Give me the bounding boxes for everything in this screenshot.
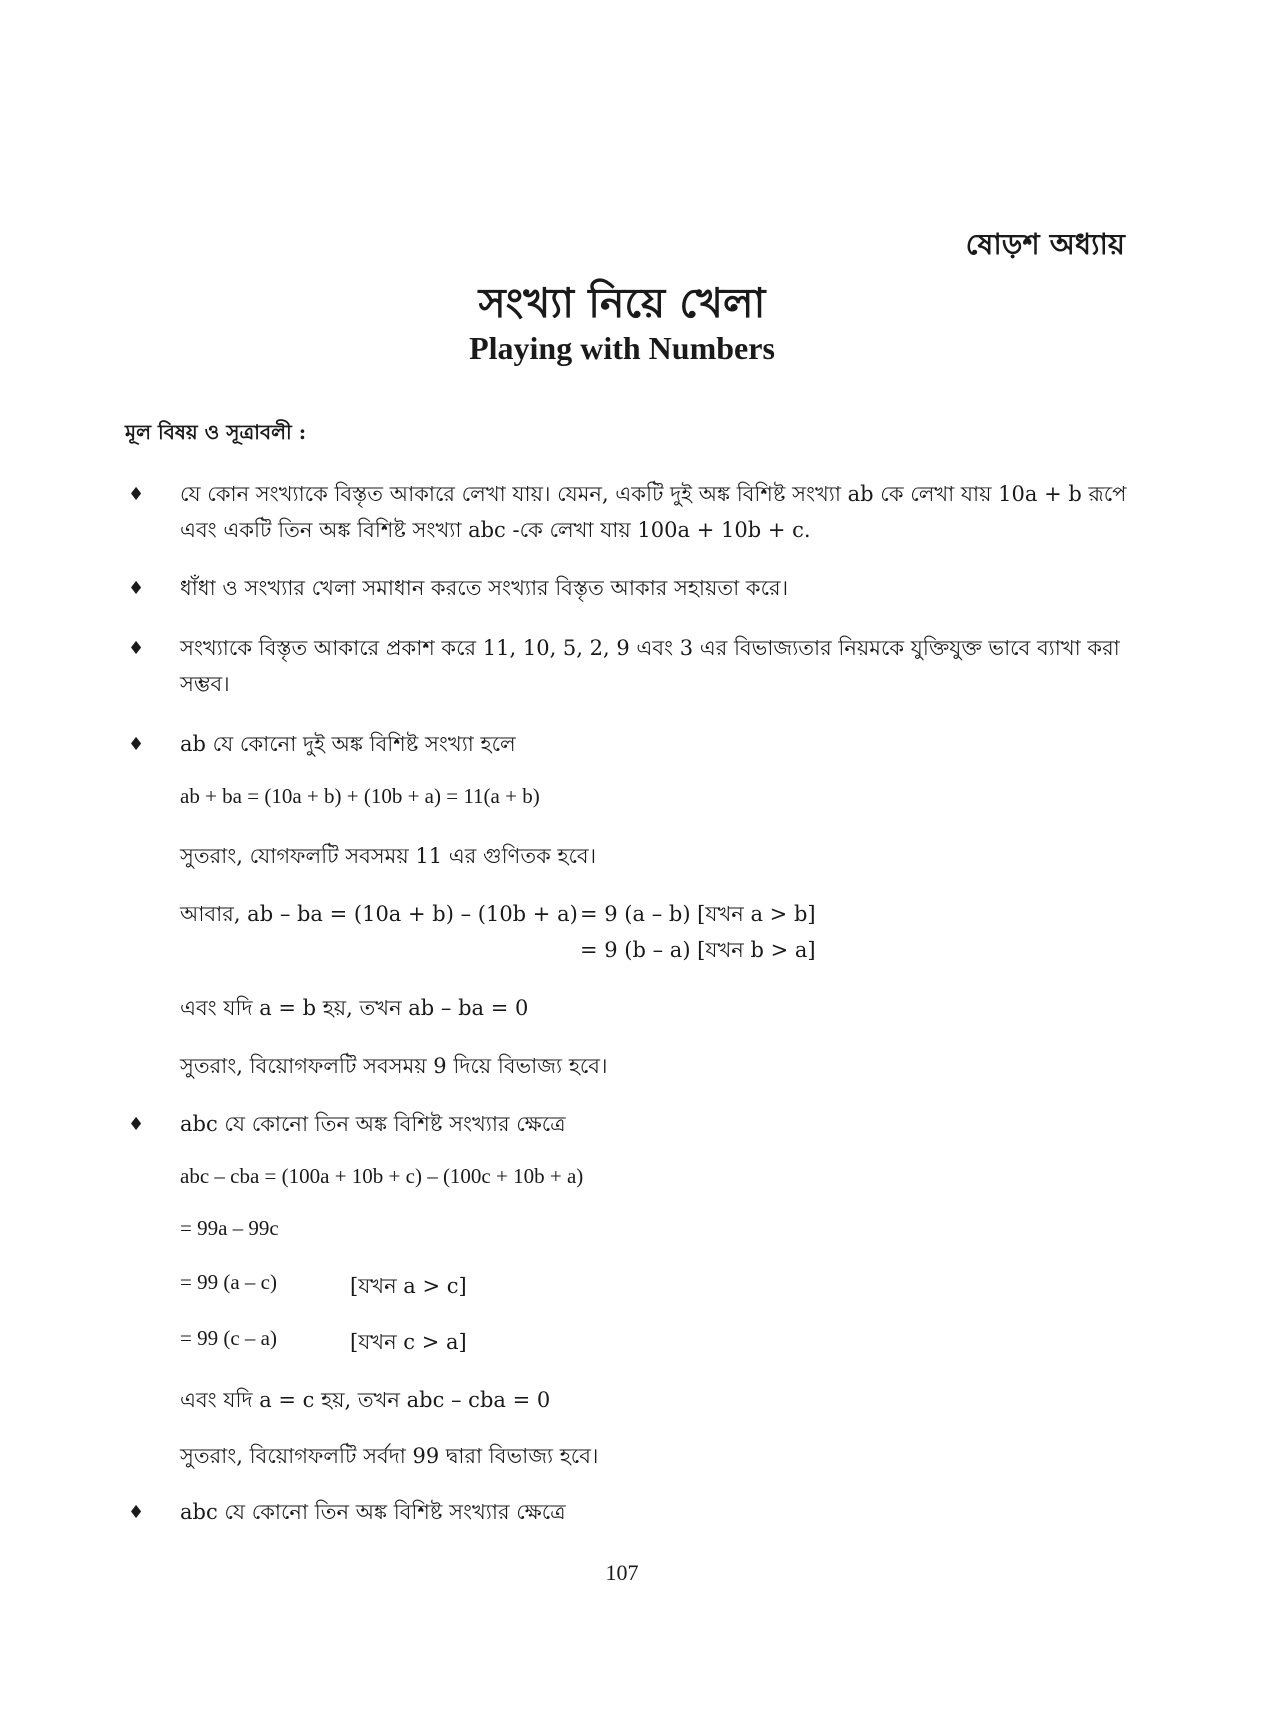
bullet-3-line-2: সম্ভব।: [180, 672, 230, 696]
bullet-4-line-1: ab যে কোনো দুই অঙ্ক বিশিষ্ট সংখ্যা হলে: [180, 732, 516, 756]
equation-step-3: = 99 (c – a): [180, 1326, 277, 1350]
bullet-icon: ♦: [128, 1502, 145, 1523]
equation-three-digit: abc – cba = (100a + 10b + c) – (100c + 10b + a): [180, 1164, 584, 1188]
bullet-2-line-1: ধাঁধা ও সংখ্যার খেলা সমাধান করতে সংখ্যার বিস্তৃত আকার সহায়তা করে।: [180, 576, 789, 600]
difference-case-2: = 9 (b – a) [যখন b > a]: [580, 938, 816, 962]
equation-step-1: = 99a – 99c: [180, 1216, 279, 1240]
bullet-icon: ♦: [128, 484, 145, 505]
condition-a-greater-c: [যখন a > c]: [350, 1274, 467, 1298]
conclusion-sum: সুতরাং, যোগফলটি সবসময় 11 এর গুণিতক হবে।: [180, 844, 597, 868]
bullet-icon: ♦: [128, 638, 145, 659]
equal-case-line: এবং যদি a = b হয়, তখন ab – ba = 0: [180, 996, 529, 1020]
section-heading: মূল বিষয় ও সূত্রাবলী :: [125, 420, 307, 444]
chapter-title-english: Playing with Numbers: [469, 330, 775, 366]
bullet-3-line-1: সংখ্যাকে বিস্তৃত আকারে প্রকাশ করে 11, 10, 5, 2, 9 এবং 3 এর বিভাজ্যতার নিয়মকে যুক্তিযুক্ত ভাবে ব্যাখা করা: [180, 636, 1120, 660]
bullet-6-line-1: abc যে কোনো তিন অঙ্ক বিশিষ্ট সংখ্যার ক্ষেত্রে: [180, 1500, 566, 1524]
bullet-1-line-2: এবং একটি তিন অঙ্ক বিশিষ্ট সংখ্যা abc -কে লেখা যায় 100a + 10b + c.: [180, 518, 811, 542]
bullet-icon: ♦: [128, 734, 145, 755]
conclusion-three-digit: সুতরাং, বিয়োগফলটি সর্বদা 99 দ্বারা বিভাজ্য হবে।: [180, 1444, 599, 1468]
bullet-icon: ♦: [128, 578, 145, 599]
conclusion-difference: সুতরাং, বিয়োগফলটি সবসময় 9 দিয়ে বিভাজ্য হবে।: [180, 1054, 608, 1078]
chapter-label: ষোড়শ অধ্যায়: [965, 227, 1125, 261]
chapter-title-bengali: সংখ্যা নিয়ে খেলা: [478, 279, 766, 327]
bullet-5-line-1: abc যে কোনো তিন অঙ্ক বিশিষ্ট সংখ্যার ক্ষেত্রে: [180, 1112, 566, 1136]
bullet-icon: ♦: [128, 1114, 145, 1135]
difference-case-1: = 9 (a – b) [যখন a > b]: [580, 902, 816, 926]
page-number: 107: [605, 1560, 639, 1585]
equal-case-three-digit: এবং যদি a = c হয়, তখন abc – cba = 0: [180, 1388, 551, 1412]
equation-difference: আবার, ab – ba = (10a + b) – (10b + a): [180, 902, 578, 926]
equation-step-2: = 99 (a – c): [180, 1270, 277, 1294]
equation-sum: ab + ba = (10a + b) + (10b + a) = 11(a + b): [180, 784, 540, 808]
condition-c-greater-a: [যখন c > a]: [350, 1330, 467, 1354]
bullet-1-line-1: যে কোন সংখ্যাকে বিস্তৃত আকারে লেখা যায়। যেমন, একটি দুই অঙ্ক বিশিষ্ট সংখ্যা ab কে লেখা যায় 10a + b রূপে: [180, 482, 1127, 506]
